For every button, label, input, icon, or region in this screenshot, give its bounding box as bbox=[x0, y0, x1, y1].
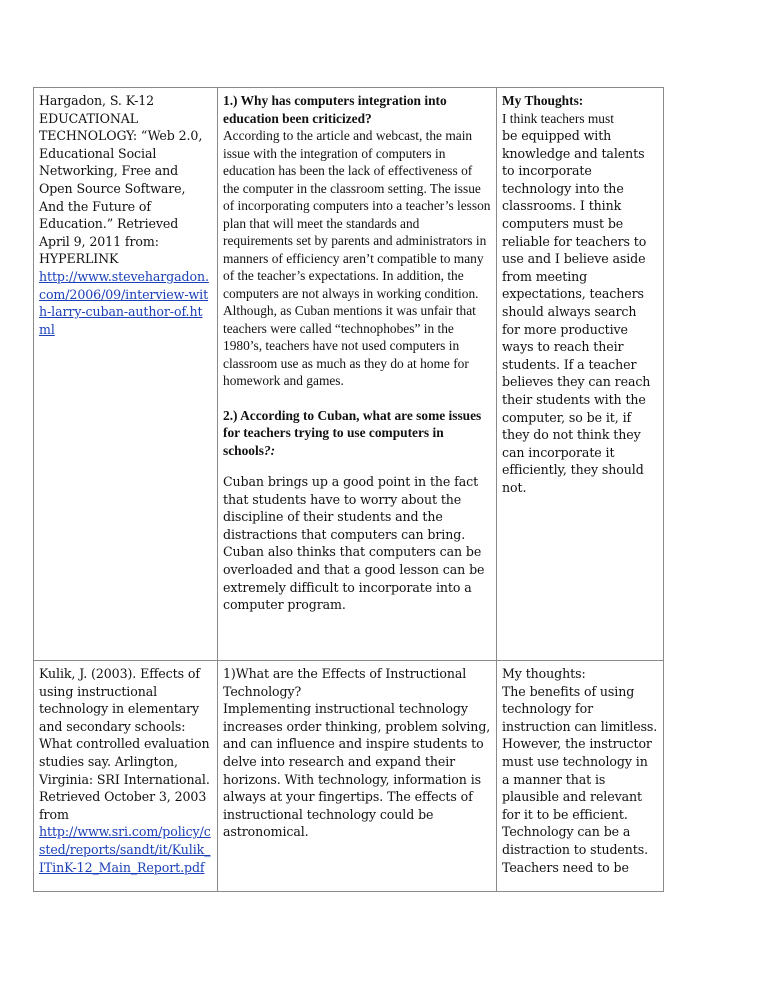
citation-cell bbox=[34, 88, 218, 661]
thoughts-cell bbox=[497, 88, 664, 661]
annotated-bibliography-table bbox=[33, 87, 664, 892]
citation-text bbox=[39, 92, 212, 338]
citation-body: Kulik, J. (2003). Effects of using instructional technology in elementary and secondary schools: What controlled evaluation studies say. Arlington, Virginia: SRI International. Retrieved October 3, 2003 from bbox=[39, 666, 210, 822]
questions-cell bbox=[218, 88, 497, 661]
citation-body: Hargadon, S. K-12 EDUCATIONAL TECHNOLOGY: “Web 2.0, Educational Social Networking, Free and Open Source Software, And the Future of Education.” Retrieved April 9, 2011 from: HYPERLINK bbox=[39, 93, 203, 267]
citation-link[interactable]: http://www.stevehargadon.com/2006/09/interview-with-larry-cuban-author-of.html bbox=[39, 268, 209, 337]
question-answer: Implementing instructional technology increases order thinking, problem solving, and can influence and inspire students to delve into research and expand their horizons. With technology, information is always at your fingertips. The effects of instructional technology could be astronomical. bbox=[223, 701, 491, 840]
thoughts-body: be equipped with knowledge and talents to incorporate technology into the classrooms. I think computers must be reliable for teachers to use and I believe aside from meeting expectations, teachers should always search for more productive ways to reach their students. If a teacher believes they can reach their students with the computer, so be it, if they do not think they can incorporate it efficiently, they should not. bbox=[502, 128, 651, 495]
thoughts-heading: My thoughts: bbox=[502, 666, 586, 681]
thoughts-cell bbox=[497, 661, 664, 892]
question-text: 2.) According to Cuban, what are some issues for teachers trying to use computers in schools bbox=[223, 407, 482, 458]
question-heading bbox=[223, 407, 491, 460]
question-heading: 1.) Why has computers integration into education been criticized? bbox=[223, 93, 447, 126]
thoughts-lead: I think teachers must bbox=[502, 110, 614, 126]
citation-text bbox=[39, 665, 212, 876]
thoughts-body: The benefits of using technology for instruction can limitless. However, the instructor must use technology in a manner that is plausible and relevant for it to be efficient. Technology can be a distraction to students. Teachers need to be bbox=[502, 683, 658, 875]
question-heading: 1)What are the Effects of Instructional Technology? bbox=[223, 666, 467, 699]
question-suffix: ?: bbox=[263, 442, 276, 458]
table-row bbox=[34, 661, 664, 892]
table-row bbox=[34, 88, 664, 661]
citation-link[interactable]: http://www.sri.com/policy/csted/reports/sandt/it/Kulik_ITinK-12_Main_Report.pdf bbox=[39, 824, 211, 875]
questions-cell bbox=[218, 661, 497, 892]
citation-cell bbox=[34, 661, 218, 892]
thoughts-heading: My Thoughts: bbox=[502, 93, 584, 108]
question-answer: According to the article and webcast, the main issue with the integration of computers in education has been the lack of effectiveness of the computer in the classroom setting. The issue of incorporating computers into a teacher’s lesson plan that will meet the standards and requirements set by parents and administrators in manners of efficiency aren’t compatible to many of the teacher’s expectations. In addition, the computers are not always in working condition. Although, as Cuban mentions it was unfair that teachers were called “technophobes” in the 1980’s, teachers have not used computers in classroom use as much as they do at home for homework and games. bbox=[223, 128, 491, 388]
question-answer: Cuban brings up a good point in the fact that students have to worry about the discipline of their students and the distractions that computers can bring. Cuban also thinks that computers can be overloaded and that a good lesson can be extremely difficult to incorporate into a computer program. bbox=[223, 474, 485, 613]
